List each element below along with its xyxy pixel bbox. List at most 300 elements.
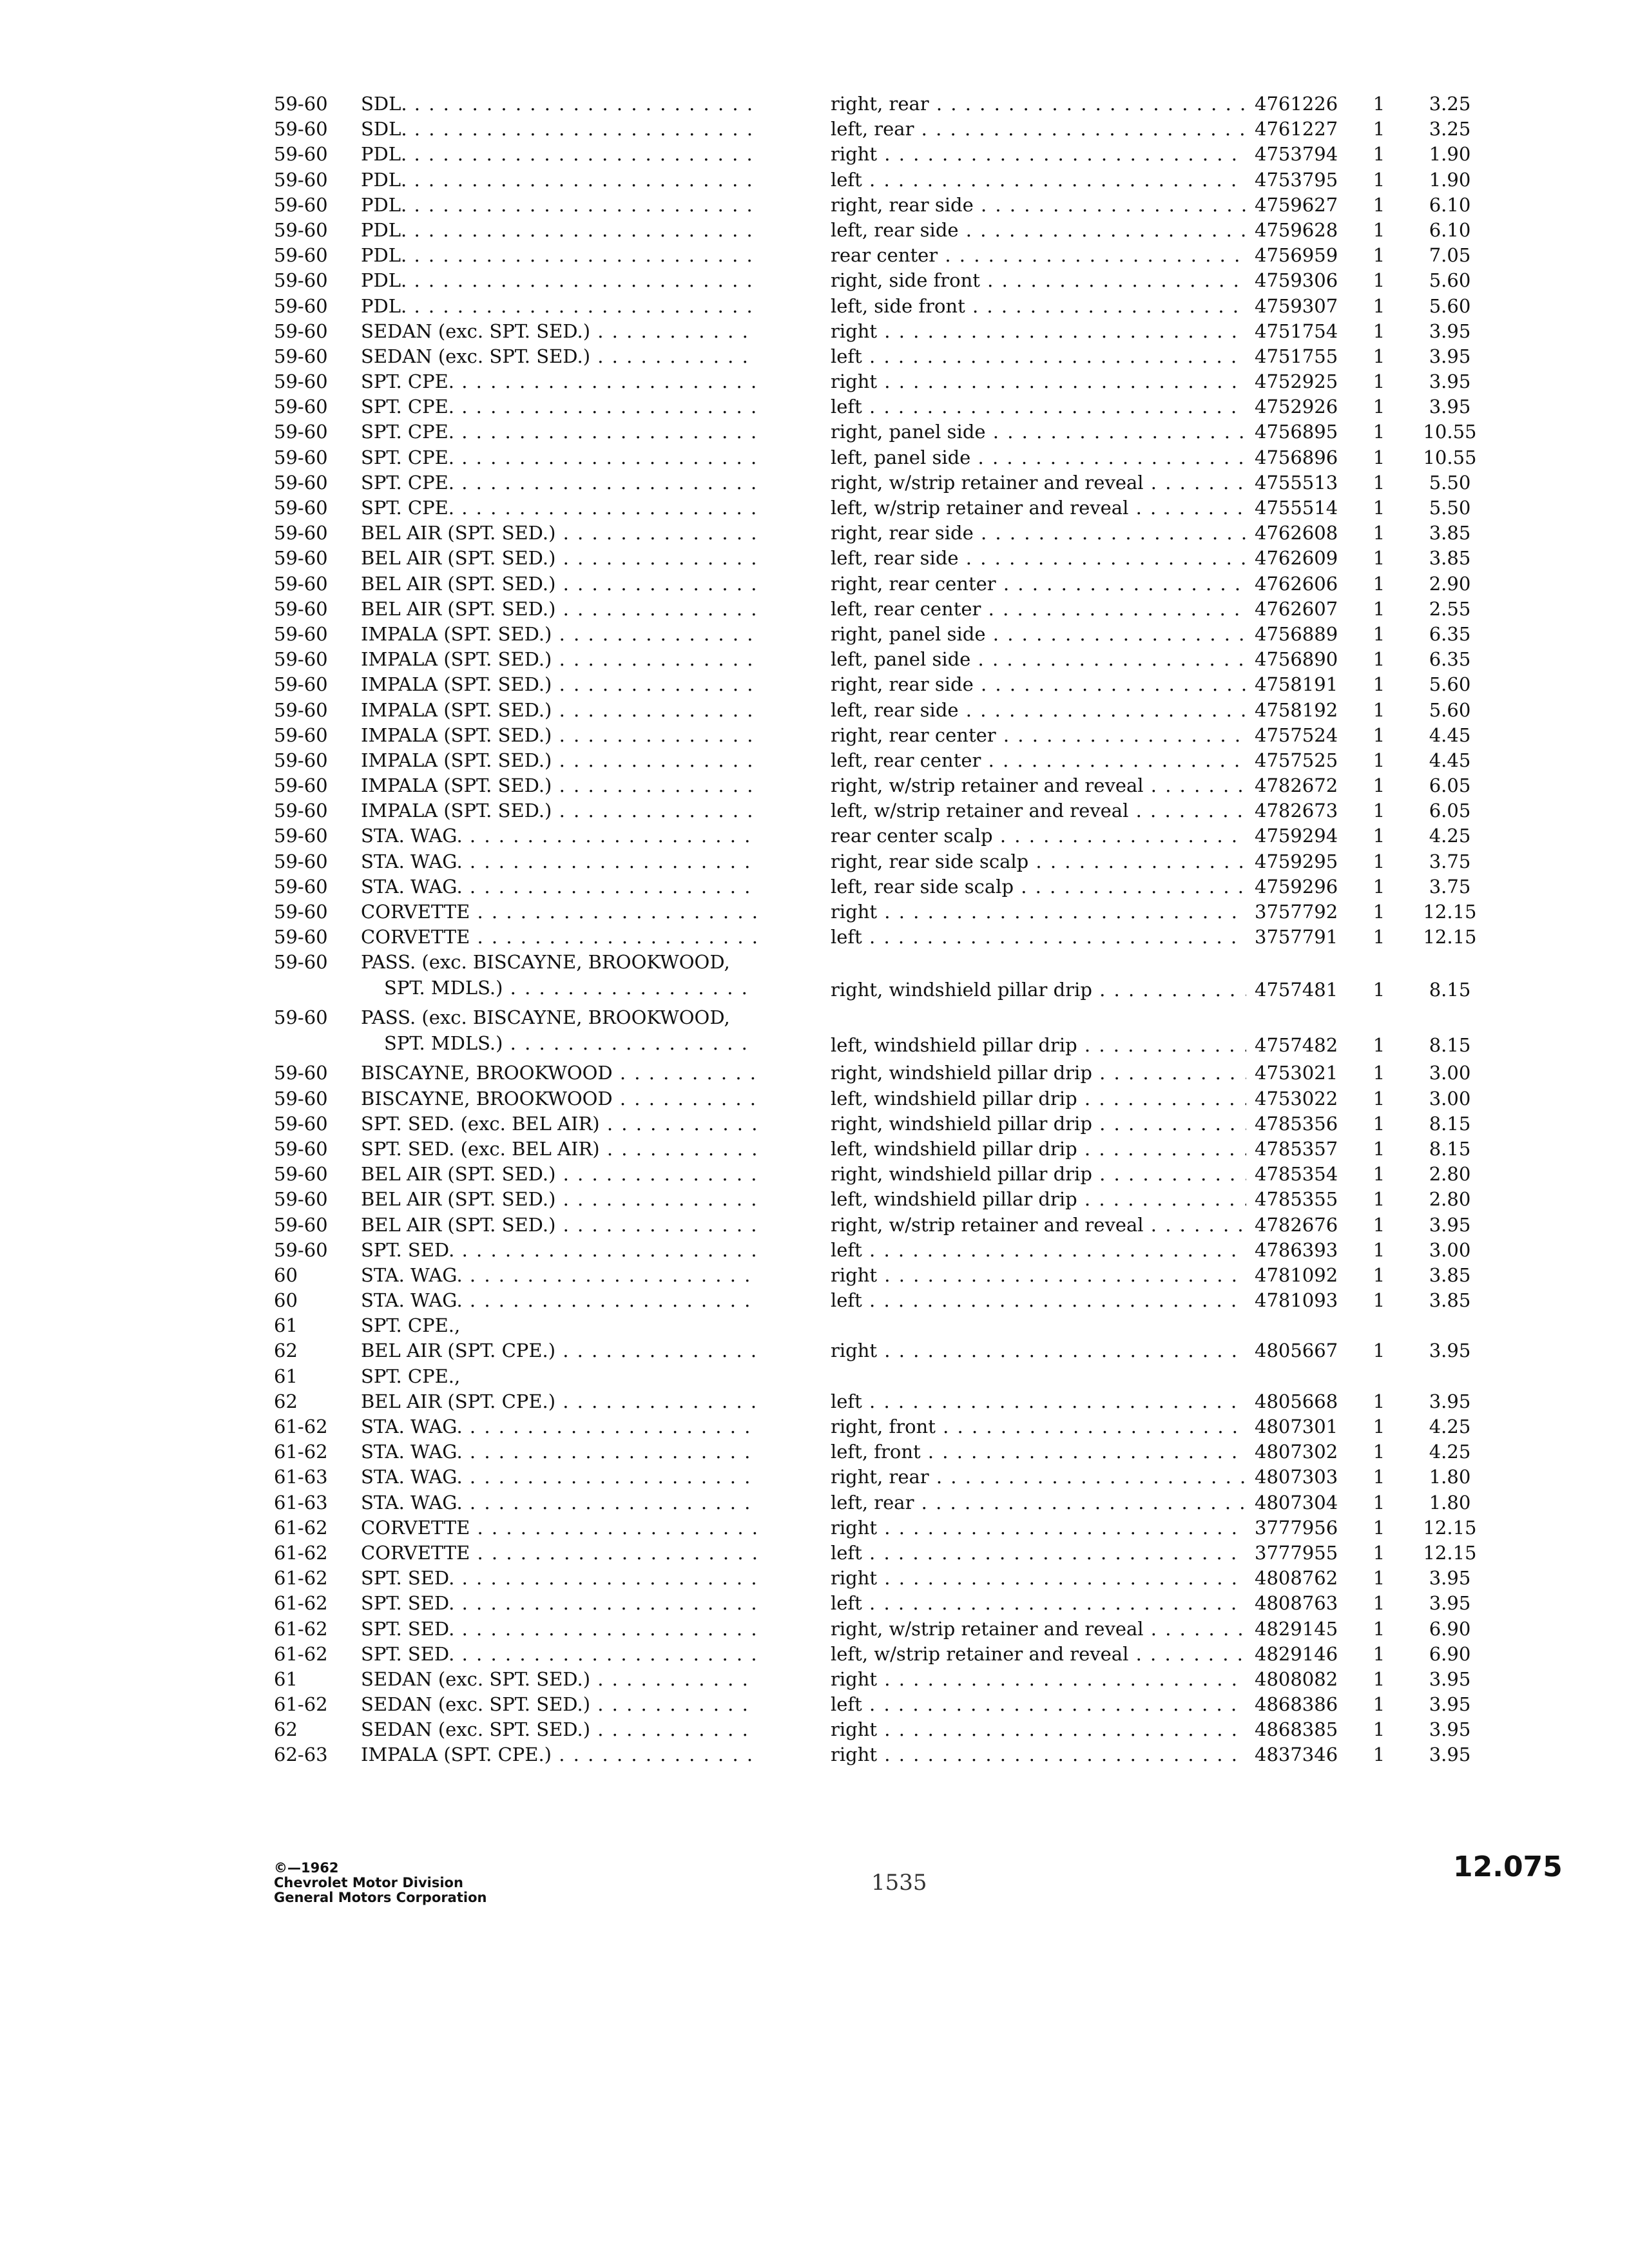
- part-number-text: 4782672: [1255, 774, 1338, 797]
- part-description: [831, 344, 1246, 369]
- price-text: 3.85: [1429, 522, 1471, 544]
- model-years: [274, 672, 351, 697]
- price: [1411, 1389, 1489, 1414]
- quantity: [1369, 294, 1389, 319]
- model-name: [361, 1238, 757, 1263]
- part-number: [1255, 470, 1351, 495]
- price-text: 4.45: [1429, 724, 1471, 746]
- model-years: [274, 1061, 351, 1086]
- part-number: [1255, 1515, 1351, 1541]
- price-text: 10.55: [1423, 421, 1477, 443]
- model-years: [274, 1005, 351, 1030]
- quantity: [1369, 1642, 1389, 1667]
- part-number: [1255, 849, 1351, 874]
- price-text: 6.05: [1429, 800, 1471, 822]
- model-name-text: SPT. SED. (exc. BEL AIR) . . .: [361, 1138, 757, 1160]
- part-description-text: right, panel side . . .: [831, 623, 1246, 645]
- model-name: [361, 521, 757, 546]
- model-years: [274, 168, 351, 193]
- model-years-text: 59-60: [274, 951, 328, 974]
- quantity-text: 1: [1373, 1642, 1385, 1665]
- model-years-text: 61-62: [274, 1541, 328, 1564]
- part-number-text: 4757481: [1255, 979, 1338, 1001]
- part-number-text: 4757525: [1255, 749, 1338, 771]
- part-number: [1255, 218, 1351, 243]
- model-name-text: IMPALA (SPT. SED.) . . .: [361, 623, 757, 645]
- parts-row: [274, 419, 1485, 445]
- model-name-text: IMPALA (SPT. SED.) . . .: [361, 800, 757, 822]
- quantity-text: 1: [1373, 1667, 1385, 1690]
- model-years-text: 59-60: [274, 926, 328, 948]
- model-years: [274, 294, 351, 319]
- model-name-text: CORVETTE . . .: [361, 1517, 757, 1539]
- price: [1411, 1692, 1489, 1717]
- price-text: 4.45: [1429, 749, 1471, 771]
- model-years: [274, 1288, 351, 1313]
- model-name-text: STA. WAG. . . .: [361, 1441, 757, 1463]
- model-name-text: SEDAN (exc. SPT. SED.) . . .: [361, 345, 757, 367]
- model-years-text: 61-62: [274, 1592, 328, 1615]
- model-years: [274, 1617, 351, 1642]
- model-name-text: SPT. SED. . . .: [361, 1567, 757, 1589]
- model-name-text: PDL. . . .: [361, 295, 757, 317]
- parts-row: [274, 672, 1485, 697]
- part-number-text: 4837346: [1255, 1744, 1338, 1766]
- model-name-text: BEL AIR (SPT. CPE.) . . .: [361, 1340, 757, 1361]
- part-description: [831, 1692, 1246, 1717]
- model-years: [274, 1692, 351, 1717]
- quantity-text: 1: [1373, 1264, 1385, 1286]
- parts-row: [274, 647, 1485, 672]
- part-description: [831, 1263, 1246, 1288]
- part-description-text: right, rear side scalp . . .: [831, 850, 1246, 872]
- quantity: [1369, 1490, 1389, 1515]
- part-number-text: 4781093: [1255, 1289, 1338, 1312]
- part-description-text: right, windshield pillar drip . . .: [831, 1163, 1246, 1185]
- price-text: 12.15: [1423, 1541, 1477, 1564]
- part-number-text: 4759295: [1255, 850, 1338, 872]
- quantity-text: 1: [1373, 1466, 1385, 1488]
- model-name: [361, 344, 757, 369]
- part-number: [1255, 748, 1351, 773]
- model-name: [361, 925, 757, 950]
- model-name-text: IMPALA (SPT. SED.) . . .: [361, 774, 757, 796]
- model-name-text: CORVETTE . . .: [361, 1542, 757, 1564]
- part-description: [831, 823, 1246, 849]
- price: [1411, 773, 1489, 798]
- model-name: [361, 597, 757, 622]
- part-number: [1255, 1667, 1351, 1692]
- model-name: [361, 1263, 757, 1288]
- model-years: [274, 773, 351, 798]
- model-years-text: 59-60: [274, 269, 328, 292]
- model-name-text: BEL AIR (SPT. SED.) . . .: [361, 1163, 757, 1185]
- model-years-text: 61: [274, 1365, 298, 1387]
- part-description-text: left . . .: [831, 169, 1246, 191]
- quantity: [1369, 1414, 1389, 1439]
- price-text: 5.60: [1429, 269, 1471, 292]
- price: [1411, 1288, 1489, 1313]
- part-number-text: 4829145: [1255, 1617, 1338, 1640]
- quantity-text: 1: [1373, 118, 1385, 140]
- quantity: [1369, 1389, 1389, 1414]
- part-number-text: 4752926: [1255, 396, 1338, 418]
- part-number: [1255, 1439, 1351, 1465]
- model-years: [274, 142, 351, 167]
- part-description-text: left, w/strip retainer and reveal . . .: [831, 800, 1246, 822]
- part-number-text: 4808763: [1255, 1592, 1338, 1615]
- quantity-text: 1: [1373, 724, 1385, 746]
- model-years: [274, 1439, 351, 1465]
- part-description-text: left . . .: [831, 1693, 1246, 1715]
- part-description-text: right, rear side . . .: [831, 194, 1246, 216]
- model-years: [274, 1465, 351, 1490]
- quantity-text: 1: [1373, 218, 1385, 241]
- model-years-text: 59-60: [274, 396, 328, 418]
- quantity-text: 1: [1373, 547, 1385, 570]
- model-name-continued: SPT. MDLS.) . . .: [361, 1031, 757, 1056]
- part-description: [831, 319, 1246, 344]
- quantity-text: 1: [1373, 1744, 1385, 1766]
- part-number-text: 4762608: [1255, 522, 1338, 544]
- parts-row: [274, 1364, 1485, 1389]
- price-text: 3.95: [1429, 1340, 1471, 1362]
- quantity-text: 1: [1373, 1340, 1385, 1362]
- part-number-text: 4756895: [1255, 421, 1338, 443]
- parts-row: [274, 849, 1485, 874]
- parts-row: [274, 546, 1485, 571]
- parts-row: [274, 1213, 1485, 1238]
- part-number-text: 4805667: [1255, 1340, 1338, 1362]
- parts-row: [274, 1263, 1485, 1288]
- model-name: [361, 445, 757, 470]
- model-name-text: PDL. . . .: [361, 244, 757, 266]
- division-name: Chevrolet Motor Division: [274, 1875, 463, 1890]
- model-name: [361, 1742, 757, 1767]
- part-number: [1255, 1137, 1351, 1162]
- part-number-text: 4762606: [1255, 572, 1338, 595]
- price: [1411, 319, 1489, 344]
- model-name: [361, 218, 757, 243]
- part-description-text: right . . .: [831, 1744, 1246, 1765]
- part-number-text: 4761227: [1255, 118, 1338, 140]
- price-text: 4.25: [1429, 1441, 1471, 1463]
- quantity: [1369, 91, 1389, 117]
- model-years-text: 59-60: [274, 218, 328, 241]
- price: [1411, 369, 1489, 394]
- quantity-text: 1: [1373, 1289, 1385, 1312]
- price: [1411, 243, 1489, 268]
- price: [1411, 977, 1489, 1003]
- part-description: [831, 1086, 1246, 1111]
- model-years: [274, 1566, 351, 1591]
- copyright-notice: ©—1962: [274, 1860, 339, 1876]
- part-description-text: left . . .: [831, 926, 1246, 948]
- quantity-text: 1: [1373, 1087, 1385, 1110]
- model-years: [274, 1213, 351, 1238]
- model-name-text: SPT. CPE.,: [361, 1365, 461, 1387]
- price: [1411, 1566, 1489, 1591]
- quantity-text: 1: [1373, 622, 1385, 645]
- quantity-text: 1: [1373, 320, 1385, 342]
- model-years-text: 62: [274, 1390, 298, 1412]
- model-years-text: 59-60: [274, 901, 328, 923]
- model-years: [274, 1389, 351, 1414]
- model-name-text: SPT. CPE. . . .: [361, 370, 757, 392]
- part-description: [831, 1414, 1246, 1439]
- model-years-text: 59-60: [274, 143, 328, 166]
- part-description-text: left, rear . . .: [831, 1492, 1246, 1514]
- model-name-text: PASS. (exc. BISCAYNE, BROOKWOOD,: [361, 951, 730, 974]
- quantity: [1369, 1617, 1389, 1642]
- quantity: [1369, 849, 1389, 874]
- part-description: [831, 1667, 1246, 1692]
- model-years-text: 59-60: [274, 648, 328, 671]
- model-name: [361, 698, 757, 723]
- part-number: [1255, 1414, 1351, 1439]
- model-name-text: SPT. CPE. . . .: [361, 497, 757, 519]
- quantity-text: 1: [1373, 1567, 1385, 1590]
- model-name: [361, 899, 757, 925]
- model-name-text: SPT. SED. (exc. BEL AIR) . . .: [361, 1113, 757, 1135]
- part-number: [1255, 572, 1351, 597]
- part-description: [831, 268, 1246, 293]
- parts-row: [274, 1591, 1485, 1616]
- quantity: [1369, 1086, 1389, 1111]
- model-years: [274, 1111, 351, 1137]
- quantity: [1369, 1667, 1389, 1692]
- parts-row: [274, 495, 1485, 521]
- part-number: [1255, 597, 1351, 622]
- parts-row: [274, 597, 1485, 622]
- part-description-text: left . . .: [831, 1390, 1246, 1412]
- price-text: 1.80: [1429, 1491, 1471, 1514]
- model-years-text: 61: [274, 1314, 298, 1337]
- part-description-text: right . . .: [831, 1517, 1246, 1539]
- model-years: [274, 1238, 351, 1263]
- model-years-text: 59-60: [274, 825, 328, 847]
- model-years: [274, 369, 351, 394]
- quantity: [1369, 899, 1389, 925]
- part-number: [1255, 268, 1351, 293]
- model-name: [361, 268, 757, 293]
- quantity-text: 1: [1373, 1491, 1385, 1514]
- model-name: [361, 495, 757, 521]
- part-description: [831, 1439, 1246, 1465]
- part-description-text: right, windshield pillar drip . . .: [831, 1113, 1246, 1135]
- part-number: [1255, 369, 1351, 394]
- part-number: [1255, 1465, 1351, 1490]
- quantity: [1369, 445, 1389, 470]
- part-description: [831, 874, 1246, 899]
- part-description: [831, 1389, 1246, 1414]
- parts-row: [274, 1061, 1485, 1086]
- model-name-text: SDL. . . .: [361, 93, 757, 115]
- part-number: [1255, 925, 1351, 950]
- part-description: [831, 1717, 1246, 1742]
- quantity: [1369, 546, 1389, 571]
- model-name: [361, 874, 757, 899]
- model-years-text: 59-60: [274, 673, 328, 696]
- model-name-text: BEL AIR (SPT. SED.) . . .: [361, 547, 757, 569]
- part-number-text: 4805668: [1255, 1390, 1338, 1412]
- part-number-text: 4868385: [1255, 1718, 1338, 1741]
- quantity: [1369, 698, 1389, 723]
- model-name: [361, 1717, 757, 1742]
- part-number-text: 4759296: [1255, 875, 1338, 898]
- part-number-text: 4759628: [1255, 218, 1338, 241]
- price-text: 8.15: [1429, 1034, 1471, 1057]
- model-years-text: 61-62: [274, 1617, 328, 1640]
- model-years: [274, 344, 351, 369]
- price-text: 3.95: [1429, 1693, 1471, 1716]
- part-number: [1255, 1187, 1351, 1212]
- model-years-text: 59-60: [274, 244, 328, 267]
- price: [1411, 1086, 1489, 1111]
- parts-row: [274, 874, 1485, 899]
- part-number: [1255, 1742, 1351, 1767]
- model-name: [361, 369, 757, 394]
- quantity-text: 1: [1373, 1617, 1385, 1640]
- model-name: [361, 1465, 757, 1490]
- model-name: [361, 1667, 757, 1692]
- model-years-text: 61-62: [274, 1693, 328, 1716]
- price: [1411, 597, 1489, 622]
- model-years-text: 62-63: [274, 1744, 328, 1766]
- model-name: [361, 823, 757, 849]
- quantity: [1369, 243, 1389, 268]
- price-text: 6.05: [1429, 774, 1471, 797]
- model-years-text: 61-62: [274, 1441, 328, 1463]
- model-years: [274, 723, 351, 748]
- model-years: [274, 91, 351, 117]
- part-number: [1255, 723, 1351, 748]
- model-years-text: 61-62: [274, 1567, 328, 1590]
- price: [1411, 1591, 1489, 1616]
- quantity: [1369, 521, 1389, 546]
- part-description: [831, 1238, 1246, 1263]
- model-years: [274, 925, 351, 950]
- parts-row: [274, 394, 1485, 419]
- model-name-text: SPT. CPE.,: [361, 1314, 461, 1337]
- model-name-text: CORVETTE . . .: [361, 901, 757, 923]
- price-text: 1.90: [1429, 143, 1471, 166]
- model-name: [361, 91, 757, 117]
- part-number: [1255, 294, 1351, 319]
- price: [1411, 899, 1489, 925]
- price-text: 2.55: [1429, 597, 1471, 620]
- part-description: [831, 1162, 1246, 1187]
- model-name: [361, 1061, 757, 1086]
- model-name-text: SPT. SED. . . .: [361, 1643, 757, 1665]
- parts-row: [274, 1515, 1485, 1541]
- model-name-text: CORVETTE . . .: [361, 926, 757, 948]
- price-text: 4.25: [1429, 825, 1471, 847]
- price-text: 6.35: [1429, 648, 1471, 671]
- model-years: [274, 899, 351, 925]
- part-description-text: right, w/strip retainer and reveal . . .: [831, 1618, 1246, 1640]
- price: [1411, 91, 1489, 117]
- model-name-text: SEDAN (exc. SPT. SED.) . . .: [361, 1718, 757, 1740]
- price: [1411, 1642, 1489, 1667]
- part-description: [831, 495, 1246, 521]
- part-number-text: 4756889: [1255, 622, 1338, 645]
- price: [1411, 268, 1489, 293]
- corporation-name: General Motors Corporation: [274, 1890, 487, 1905]
- price: [1411, 647, 1489, 672]
- part-number-text: 4808082: [1255, 1667, 1338, 1690]
- quantity-text: 1: [1373, 1718, 1385, 1741]
- quantity-text: 1: [1373, 269, 1385, 292]
- model-name: [361, 1162, 757, 1187]
- part-description: [831, 243, 1246, 268]
- part-number-text: 4753794: [1255, 143, 1338, 166]
- part-description: [831, 1742, 1246, 1767]
- price-text: 3.85: [1429, 547, 1471, 570]
- price-text: 3.00: [1429, 1062, 1471, 1084]
- quantity: [1369, 1162, 1389, 1187]
- price-text: 3.75: [1429, 850, 1471, 872]
- parts-row: [274, 193, 1485, 218]
- parts-row: [274, 1642, 1485, 1667]
- part-description: [831, 546, 1246, 571]
- quantity-text: 1: [1373, 143, 1385, 166]
- part-number: [1255, 1389, 1351, 1414]
- quantity: [1369, 1238, 1389, 1263]
- price-text: 3.95: [1429, 1667, 1471, 1690]
- part-description: [831, 1111, 1246, 1137]
- model-years: [274, 546, 351, 571]
- model-years: [274, 1338, 351, 1363]
- model-years-text: 59-60: [274, 1087, 328, 1110]
- part-number: [1255, 319, 1351, 344]
- quantity-text: 1: [1373, 1188, 1385, 1211]
- part-number-text: 4751755: [1255, 345, 1338, 367]
- model-name: [361, 672, 757, 697]
- part-number-text: 4758192: [1255, 698, 1338, 721]
- price: [1411, 1111, 1489, 1137]
- parts-row: [274, 117, 1485, 142]
- quantity: [1369, 723, 1389, 748]
- quantity: [1369, 1213, 1389, 1238]
- price-text: 6.35: [1429, 622, 1471, 645]
- model-years-text: 59-60: [274, 597, 328, 620]
- price: [1411, 1439, 1489, 1465]
- part-number: [1255, 394, 1351, 419]
- part-number: [1255, 977, 1351, 1003]
- part-description-text: right, rear center . . .: [831, 724, 1246, 746]
- price: [1411, 470, 1489, 495]
- model-years-text: 59-60: [274, 547, 328, 570]
- price: [1411, 1263, 1489, 1288]
- parts-row: [274, 1717, 1485, 1742]
- part-description-text: left, windshield pillar drip . . .: [831, 1138, 1246, 1160]
- part-description-text: right . . .: [831, 143, 1246, 165]
- quantity: [1369, 1566, 1389, 1591]
- model-years: [274, 117, 351, 142]
- model-name: [361, 748, 757, 773]
- part-number-text: 4807301: [1255, 1416, 1338, 1437]
- model-name: [361, 142, 757, 167]
- model-name: [361, 1692, 757, 1717]
- part-number: [1255, 1263, 1351, 1288]
- part-description: [831, 142, 1246, 167]
- model-years: [274, 874, 351, 899]
- model-name-text: SEDAN (exc. SPT. SED.) . . .: [361, 1668, 757, 1690]
- part-number-text: 4759294: [1255, 825, 1338, 847]
- price-text: 7.05: [1429, 244, 1471, 267]
- model-years: [274, 1490, 351, 1515]
